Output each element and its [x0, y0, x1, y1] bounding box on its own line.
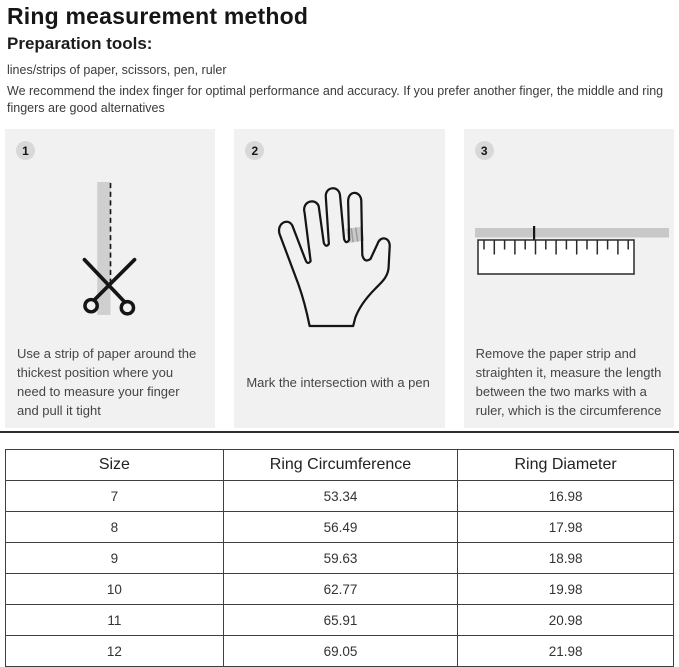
size-cell: 9 [6, 543, 224, 574]
table-row [6, 574, 674, 605]
table-row [6, 512, 674, 543]
column-header-size: Size [6, 450, 224, 481]
size-cell: 7 [6, 481, 224, 512]
step-1-caption: Use a strip of paper around the thickest position where you need to measure your finger and pull it tight [17, 345, 197, 419]
page-title: Ring measurement method [7, 3, 309, 29]
step-3-illustration [464, 160, 674, 342]
diameter-cell: 21.98 [458, 636, 674, 667]
step-panel-1 [5, 129, 215, 428]
step-2-caption: Mark the intersection with a pen [246, 374, 430, 390]
table-row [6, 636, 674, 667]
column-header-circumference: Ring Circumference [223, 450, 457, 481]
diameter-cell: 16.98 [458, 481, 674, 512]
scissors-cutting-paper-strip-icon [82, 182, 138, 320]
size-table-body [6, 481, 674, 667]
section-divider [0, 431, 679, 433]
step-3-caption: Remove the paper strip and straighten it, measure the length between the two marks with a ruler, which is the circumference [475, 345, 662, 419]
step-2-badge: 2 [245, 141, 264, 160]
diameter-cell: 19.98 [458, 574, 674, 605]
diameter-cell: 20.98 [458, 605, 674, 636]
table-header-row [6, 450, 674, 481]
step-3-badge: 3 [475, 141, 494, 160]
diameter-cell: 17.98 [458, 512, 674, 543]
circumference-cell: 53.34 [223, 481, 457, 512]
table-row [6, 481, 674, 512]
preparation-tools-heading: Preparation tools: [7, 33, 153, 53]
hand-with-strip-on-index-finger-icon [263, 175, 415, 327]
pen-mark [533, 226, 535, 240]
diameter-cell: 18.98 [458, 543, 674, 574]
ring-size-table [5, 449, 674, 667]
column-header-diameter: Ring Diameter [458, 450, 674, 481]
recommendation-text: We recommend the index finger for optimal performance and accuracy. If you prefer another finger, the middle and ring fingers are good alternatives [7, 83, 664, 116]
step-1-illustration [5, 160, 215, 342]
circumference-cell: 59.63 [223, 543, 457, 574]
steps-row [5, 129, 674, 428]
step-panel-3 [464, 129, 674, 428]
size-cell: 8 [6, 512, 224, 543]
step-1-badge: 1 [16, 141, 35, 160]
circumference-cell: 56.49 [223, 512, 457, 543]
circumference-cell: 69.05 [223, 636, 457, 667]
hand-outline [280, 188, 391, 326]
paper-strip-horizontal [475, 228, 669, 238]
tools-list-text: lines/strips of paper, scissors, pen, ruler [7, 62, 227, 77]
step-2-illustration [234, 160, 444, 342]
size-cell: 10 [6, 574, 224, 605]
table-row [6, 605, 674, 636]
circumference-cell: 65.91 [223, 605, 457, 636]
table-row [6, 543, 674, 574]
step-panel-2 [234, 129, 444, 428]
circumference-cell: 62.77 [223, 574, 457, 605]
size-cell: 12 [6, 636, 224, 667]
ruler-measuring-marked-strip-icon [467, 226, 671, 276]
size-cell: 11 [6, 605, 224, 636]
